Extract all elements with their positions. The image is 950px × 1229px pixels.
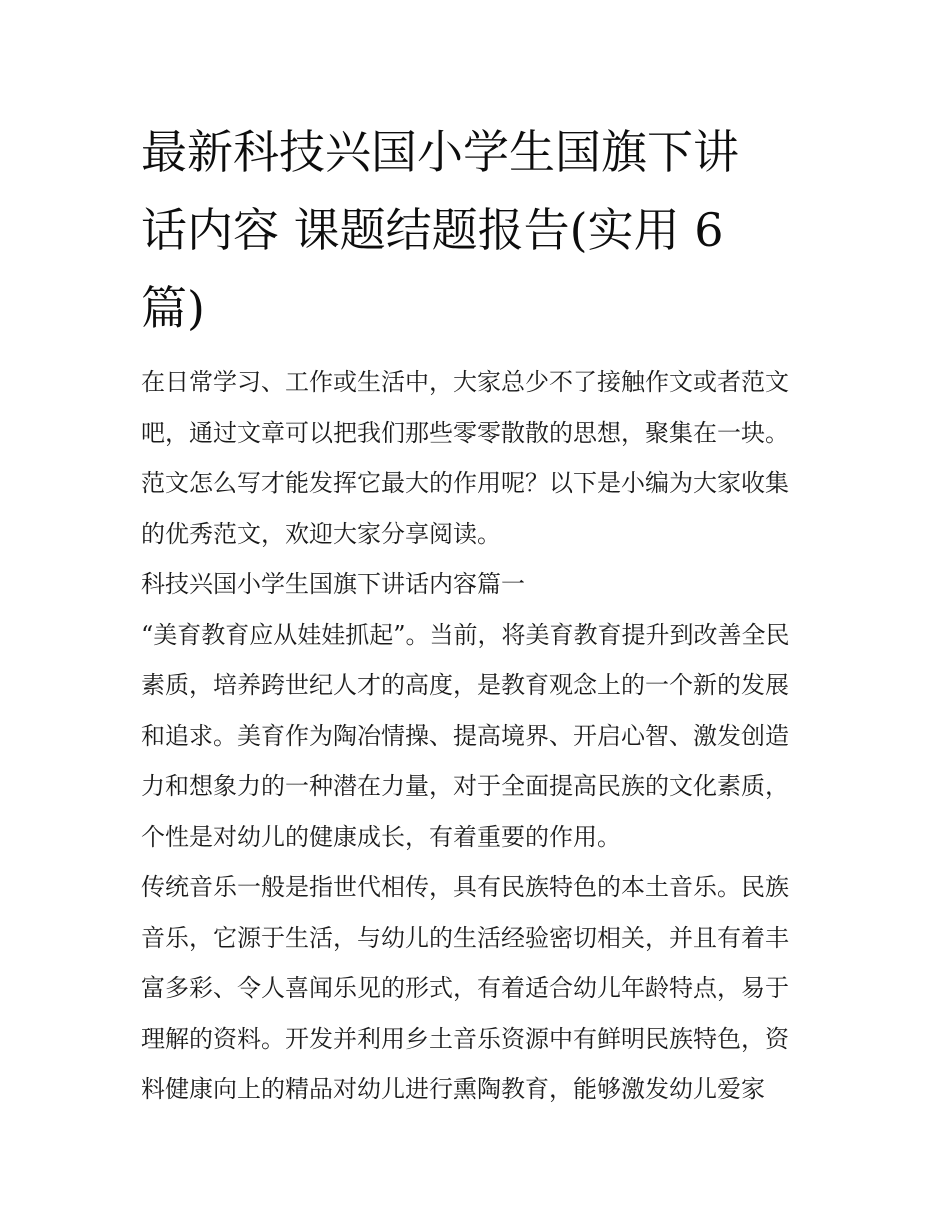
text-line: “美育教育应从娃娃抓起”。当前，将美育教育提升到改善全民 xyxy=(141,620,790,649)
section-heading-text: 科技兴国小学生国旗下讲话内容篇一 xyxy=(141,570,525,598)
text-line: 个性是对幼儿的健康成长，有着重要的作用。 xyxy=(141,822,621,851)
title-line: 篇) xyxy=(141,281,205,335)
text-line: 理解的资料。开发并利用乡土音乐资源中有鲜明民族特色，资 xyxy=(141,1024,789,1053)
intro-paragraph xyxy=(141,357,821,559)
text-line: 和追求。美育作为陶冶情操、提高境界、开启心智、激发创造 xyxy=(141,721,789,750)
text-line: 的优秀范文，欢迎大家分享阅读。 xyxy=(141,519,501,548)
text-line: 力和想象力的一种潜在力量，对于全面提高民族的文化素质， xyxy=(141,772,789,800)
body-paragraph xyxy=(141,862,821,1115)
text-line: 吧，通过文章可以把我们那些零零散散的思想，聚集在一块。 xyxy=(141,418,789,447)
text-line: 富多彩、令人喜闻乐见的形式，有着适合幼儿年龄特点，易于 xyxy=(141,974,789,1002)
text-line: 音乐，它源于生活，与幼儿的生活经验密切相关，并且有着丰 xyxy=(141,923,789,952)
document-title xyxy=(141,113,821,347)
text-line: 在日常学习、工作或生活中，大家总少不了接触作文或者范文 xyxy=(141,368,789,396)
title-line: 话内容 课题结题报告(实用 6 xyxy=(141,203,724,257)
text-line: 范文怎么写才能发挥它最大的作用呢？以下是小编为大家收集 xyxy=(141,469,789,497)
section-heading xyxy=(141,559,821,610)
text-line: 素质，培养跨世纪人才的高度，是教育观念上的一个新的发展 xyxy=(141,671,789,699)
text-line: 料健康向上的精品对幼儿进行熏陶教育，能够激发幼儿爱家 xyxy=(141,1075,765,1103)
text-line: 传统音乐一般是指世代相传，具有民族特色的本土音乐。民族 xyxy=(141,873,789,901)
document-page xyxy=(141,113,821,1115)
title-line: 最新科技兴国小学生国旗下讲 xyxy=(141,125,739,179)
document-body xyxy=(141,357,821,1115)
body-paragraph xyxy=(141,610,821,863)
